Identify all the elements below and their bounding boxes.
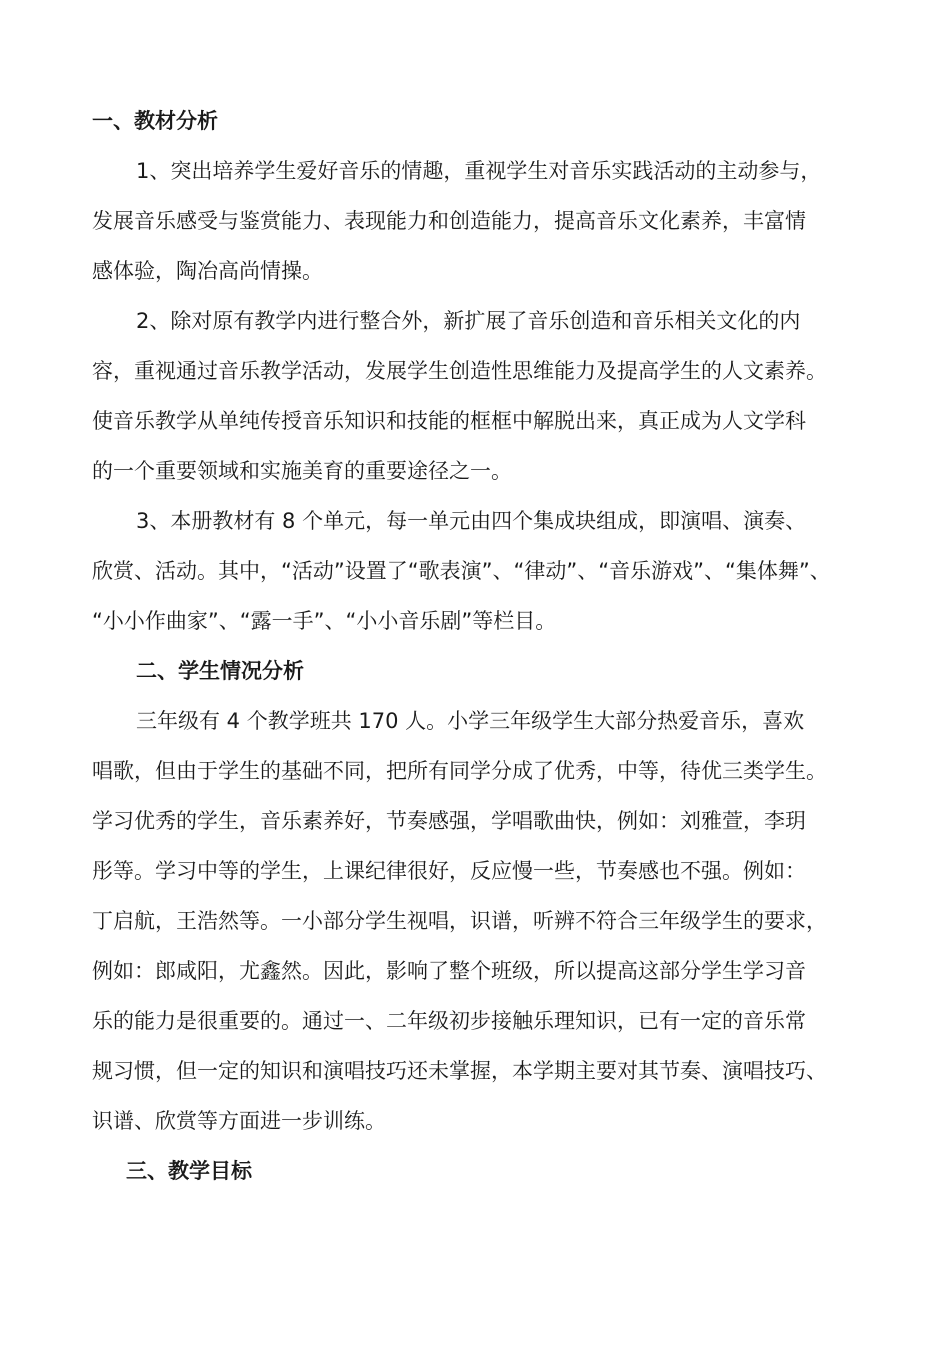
section-heading-teaching-goals: 三、教学目标 xyxy=(126,1159,252,1183)
paragraph-line: 识谱、欣赏等方面进一步训练。 xyxy=(92,1109,386,1133)
paragraph-line: 容，重视通过音乐教学活动，发展学生创造性思维能力及提高学生的人文素养。 xyxy=(92,359,827,383)
section-heading-student-analysis: 二、学生情况分析 xyxy=(136,659,304,683)
paragraph-line: 欣赏、活动。其中，“活动”设置了“歌表演”、“律动”、“音乐游戏”、“集体舞”、 xyxy=(92,559,831,583)
paragraph-line: 彤等。学习中等的学生，上课纪律很好，反应慢一些，节奏感也不强。例如： xyxy=(92,859,806,883)
paragraph-line: 丁启航，王浩然等。一小部分学生视唱，识谱，听辨不符合三年级学生的要求， xyxy=(92,909,827,933)
paragraph-line: 唱歌，但由于学生的基础不同，把所有同学分成了优秀，中等，待优三类学生。 xyxy=(92,759,827,783)
paragraph-line: 1、突出培养学生爱好音乐的情趣，重视学生对音乐实践活动的主动参与， xyxy=(136,159,822,183)
paragraph-line: 乐的能力是很重要的。通过一、二年级初步接触乐理知识，已有一定的音乐常 xyxy=(92,1009,806,1033)
paragraph-line: 发展音乐感受与鉴赏能力、表现能力和创造能力，提高音乐文化素养，丰富情 xyxy=(92,209,806,233)
paragraph-line: 的一个重要领域和实施美育的重要途径之一。 xyxy=(92,459,512,483)
paragraph-line: 学习优秀的学生，音乐素养好，节奏感强，学唱歌曲快，例如：刘雅萱，李玥 xyxy=(92,809,806,833)
section-heading-textbook-analysis: 一、教材分析 xyxy=(92,109,218,133)
paragraph-line: 三年级有 4 个教学班共 170 人。小学三年级学生大部分热爱音乐，喜欢 xyxy=(136,709,805,733)
paragraph-line: “小小作曲家”、“露一手”、“小小音乐剧”等栏目。 xyxy=(92,609,557,633)
paragraph-line: 规习惯，但一定的知识和演唱技巧还未掌握，本学期主要对其节奏、演唱技巧、 xyxy=(92,1059,827,1083)
paragraph-line: 例如：郎咸阳，尤鑫然。因此，影响了整个班级，所以提高这部分学生学习音 xyxy=(92,959,806,983)
paragraph-line: 感体验，陶冶高尚情操。 xyxy=(92,259,323,283)
paragraph-line: 使音乐教学从单纯传授音乐知识和技能的框框中解脱出来，真正成为人文学科 xyxy=(92,409,806,433)
paragraph-line: 2、除对原有教学内进行整合外，新扩展了音乐创造和音乐相关文化的内 xyxy=(136,309,801,333)
paragraph-line: 3、本册教材有 8 个单元，每一单元由四个集成块组成，即演唱、演奏、 xyxy=(136,509,807,533)
